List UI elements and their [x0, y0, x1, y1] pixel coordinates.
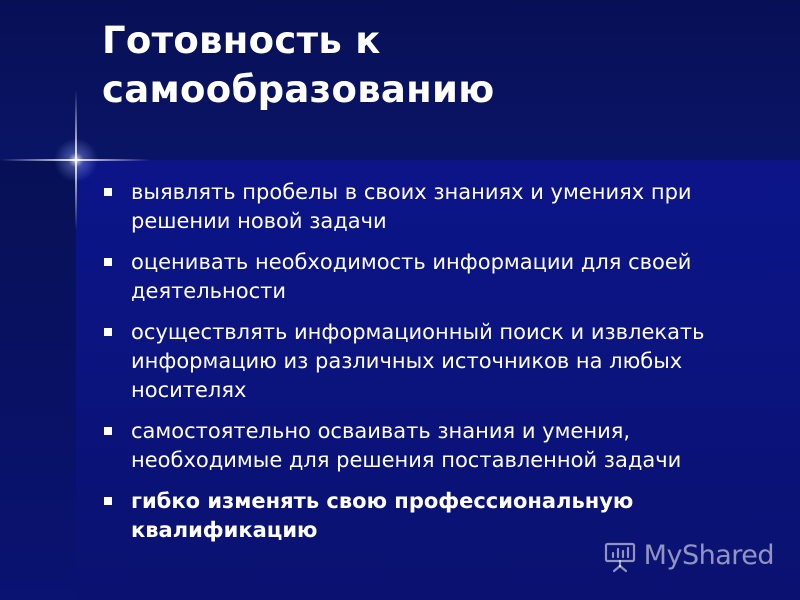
bullet-square-icon [104, 188, 112, 196]
presentation-board-icon [602, 538, 638, 574]
bullet-text: самостоятельно осваивать знания и умения, необходимые для решения поставленной задачи [131, 419, 682, 472]
bullet-text: оценивать необходимость информации для своей деятельности [131, 250, 692, 303]
list-item [104, 318, 764, 405]
bullet-text: осуществлять информационный поиск и извлекать информацию из различных источников на любых носителях [131, 320, 705, 402]
watermark-text: MyShared [643, 540, 774, 571]
list-item [104, 417, 764, 475]
list-item [104, 248, 764, 306]
page-title: Готовность к самообразованию [102, 19, 495, 111]
watermark [602, 538, 774, 574]
bullet-square-icon [104, 328, 112, 336]
list-item [104, 487, 764, 545]
bullet-text: выявлять пробелы в своих знаниях и умениях при решении новой задачи [131, 180, 692, 233]
bullet-square-icon [104, 258, 112, 266]
bullet-square-icon [104, 427, 112, 435]
list-item [104, 178, 764, 236]
bullet-list [104, 178, 764, 557]
bullet-text-emphasis: гибко изменять свою профессиональную квалификацию [131, 489, 634, 542]
bullet-square-icon [104, 497, 112, 505]
